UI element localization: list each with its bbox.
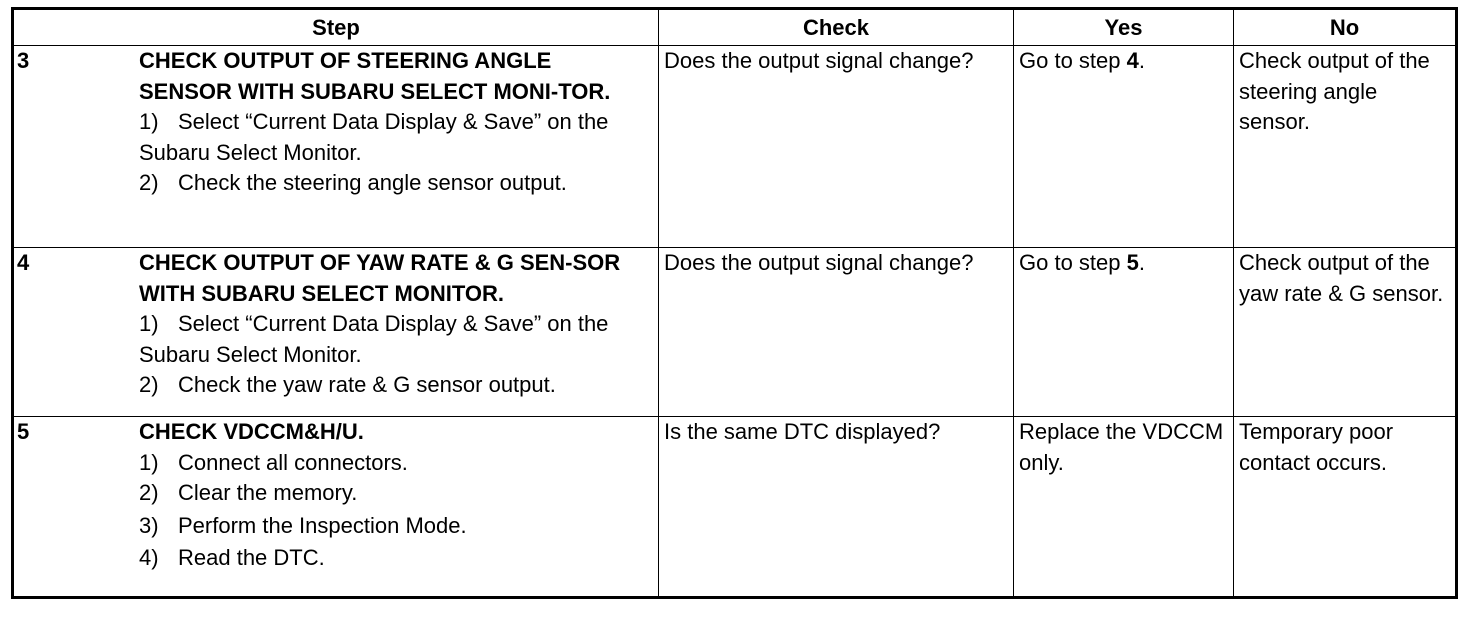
yes-cell: [1014, 46, 1234, 248]
check-cell: Is the same DTC displayed?: [659, 417, 1014, 598]
header-check: Check: [659, 9, 1014, 46]
header-no: No: [1234, 9, 1457, 46]
substep-text: Check the yaw rate & G sensor output.: [178, 372, 556, 397]
substep: [139, 448, 653, 479]
substep-text: Clear the memory.: [178, 480, 358, 505]
no-cell: Temporary poor contact occurs.: [1234, 417, 1457, 598]
yes-prefix: Go to step: [1019, 48, 1127, 73]
substep-text: Select “Current Data Display & Save” on the Subaru Select Monitor.: [139, 311, 609, 367]
header-step: Step: [13, 9, 659, 46]
substep-number: 1): [139, 311, 159, 336]
substep-number: 1): [139, 449, 159, 475]
check-cell: Does the output signal change?: [659, 248, 1014, 417]
substep-number: 1): [139, 109, 159, 134]
diagnostic-procedure-table: [11, 7, 1458, 599]
step-cell: [13, 46, 659, 248]
yes-step-number: 5: [1126, 250, 1139, 275]
table-row: [13, 417, 1457, 598]
check-cell: Does the output signal change?: [659, 46, 1014, 248]
header-yes: Yes: [1014, 9, 1234, 46]
substep-number: 2): [139, 372, 159, 397]
yes-suffix: .: [1138, 48, 1145, 73]
table-row: [13, 248, 1457, 417]
step-title: CHECK OUTPUT OF YAW RATE & G SEN-SOR WITH SUBARU SELECT MONITOR.: [139, 250, 621, 306]
yes-prefix: Go to step: [1019, 250, 1127, 275]
yes-step-number: 4: [1126, 48, 1139, 73]
yes-suffix: .: [1138, 250, 1145, 275]
no-cell: Check output of the yaw rate & G sensor.: [1234, 248, 1457, 417]
table-row: [13, 46, 1457, 248]
yes-cell: Replace the VDCCM only.: [1014, 417, 1234, 598]
yes-cell: [1014, 248, 1234, 417]
substep: [19, 107, 653, 168]
substep: [139, 168, 653, 199]
substep-number: 3): [139, 512, 159, 538]
substep-text: Read the DTC.: [178, 545, 325, 570]
step-cell: [13, 248, 659, 417]
substep: [139, 309, 653, 370]
step-number: 3: [17, 48, 30, 73]
substep-text: Select “Current Data Display & Save” on the Subaru Select Monitor.: [139, 109, 609, 165]
substep-number: 2): [139, 480, 159, 505]
substep: [139, 543, 653, 574]
substep: [139, 478, 653, 509]
substep-text: Perform the Inspection Mode.: [178, 512, 467, 538]
step-title: CHECK VDCCM&H/U.: [139, 419, 364, 444]
step-number: 4: [17, 250, 30, 275]
header-row: [13, 9, 1457, 46]
substep-text: Check the steering angle sensor output.: [178, 170, 567, 195]
step-cell: [13, 417, 659, 598]
substep-number: 4): [139, 545, 159, 570]
substep-number: 2): [139, 170, 159, 195]
substep: [139, 370, 653, 401]
substep-text: Connect all connectors.: [178, 449, 408, 475]
step-number: 5: [17, 419, 30, 444]
step-title: CHECK OUTPUT OF STEERING ANGLE SENSOR WITH SUBARU SELECT MONI-TOR.: [139, 48, 611, 104]
substep: [139, 511, 653, 542]
no-cell: Check output of the steering angle sensor.: [1234, 46, 1457, 248]
